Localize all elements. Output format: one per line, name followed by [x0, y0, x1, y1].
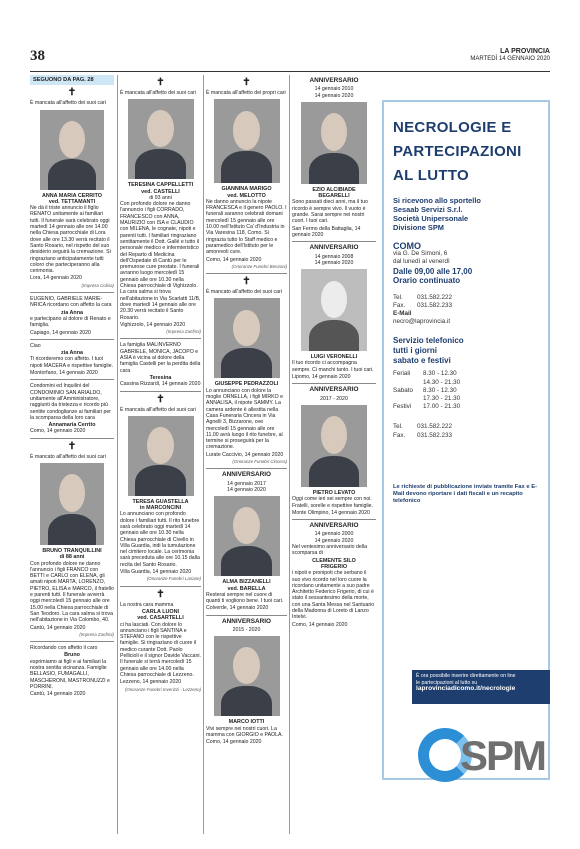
fax-row: Fax. 031.582.233: [393, 301, 453, 309]
notice-text: Oggi come ieri sei sempre con noi. Fratelli, sorelle e rispettive famiglie.: [292, 496, 374, 509]
deceased-name-2: BEGARELLI: [318, 193, 350, 200]
fax-number: 031.582.233: [417, 431, 453, 439]
notice-place: Como, 14 gennaio 2020: [206, 739, 262, 746]
agency: (Impresa Colina): [81, 282, 114, 288]
office-line: Società Unipersonale: [393, 214, 469, 223]
notice-text: Ciao: [30, 342, 41, 349]
deceased-name: PIETRO LEVATO: [312, 489, 356, 496]
anniversary-title: ANNIVERSARIO: [309, 244, 359, 252]
fax-row: Fax. 031.582.233: [393, 431, 453, 439]
fax-number: 031.582.233: [417, 301, 453, 309]
anniversary-title: ANNIVERSARIO: [221, 617, 271, 625]
phone-row: Tel. 031.582.222: [393, 293, 453, 301]
notice-text: Il tuo ricordo ci accompagna sempre. Ci manchi tanto. I tuoi cari.: [292, 360, 374, 373]
deceased-name: Bruno: [64, 652, 80, 659]
cross-icon: ✝: [67, 440, 77, 452]
office-city: COMO: [393, 241, 421, 251]
online-banner: È ora possibile inserire direttamente on line le partecipazioni al lutto su laprovinciadicomo.it/necrologie: [412, 670, 550, 704]
deceased-name-2: ved. MELOTTO: [227, 192, 266, 199]
anniversary-title: ANNIVERSARIO: [309, 386, 359, 394]
deceased-name: LUIGI VERONELLI: [310, 354, 358, 361]
phone-service-title: tutti i giorni: [393, 346, 437, 356]
deceased-name-2: ved. BARELLA: [227, 585, 266, 592]
column-rule: [117, 75, 118, 834]
anniversary-date: 14 gennaio 2020: [314, 92, 354, 99]
notice-text: Resterai sempre nel cuore di quanti ti vogliono bene. I tuoi cari.: [206, 591, 284, 605]
divider: [206, 615, 287, 616]
submission-note: Le richieste di pubblicazione inviate tramite Fax e E-Mail devono riportare i dati fiscali e un recapito telefonico: [393, 483, 537, 504]
notice-lead: È mancata all'affetto dei propri cari: [206, 90, 286, 96]
office-line: Sesaab Servizi S.r.l.: [393, 205, 463, 214]
divider: [30, 292, 114, 293]
deceased-name-2: di 88 anni: [59, 554, 85, 561]
notice-text: Ti ricorderemo con affetto. I tuoi nipoti MACERA e rispettive famiglie.: [30, 356, 114, 369]
notice-place: Monte Olimpino, 14 gennaio 2020: [292, 509, 370, 516]
portrait-photo: [214, 298, 280, 378]
notice-text: ci ha lasciati. Con dolore lo annunciano i figli SANTINA e STEFANO con le rispettive famiglie. Si ringraziano di cuore il medico curante Dott. Paolo Pellicioli e il signor Davide Vaccani. Il funerale si terrà mercoledì 15 gennaio alle ore 14.00 nella Chiesa parrocchiale di Lezzeno.: [120, 621, 201, 678]
deceased-name: CARLA LUONI: [142, 608, 179, 615]
anniversary-date: 2017 - 2020: [320, 395, 348, 402]
phone-service-title: sabato e festivi: [393, 356, 451, 366]
anniversary-date: 14 gennaio 2010: [314, 86, 354, 93]
divider: [206, 273, 287, 274]
notice-place: Como, 14 gennaio 2020: [292, 621, 348, 628]
hours-row: 17.30 - 21.30: [423, 395, 461, 403]
cross-icon: ✝: [67, 87, 77, 99]
agency: (Impresa Zanfrini): [166, 329, 201, 335]
portrait-photo: [301, 102, 367, 184]
header-rule: [30, 71, 550, 72]
divider: [292, 383, 376, 384]
portrait-photo: [214, 636, 280, 716]
deceased-name: CLEMENTE SILO: [312, 557, 356, 564]
column-3: [206, 75, 287, 834]
notice-text: e partecipano al dolore di Renato e famiglia.: [30, 315, 111, 329]
office-line: Divisione SPM: [393, 223, 444, 232]
office-address: via G. De Simoni, 6: [393, 250, 448, 258]
notice-place: Vighizzolo, 14 gennaio 2020: [120, 321, 186, 328]
cross-icon: ✝: [156, 588, 165, 600]
deceased-name: zia Anna: [61, 309, 83, 316]
notice-text: Ricordando con affetto il caro: [30, 645, 98, 652]
deceased-name: ANNA MARIA CERRITO: [42, 192, 102, 199]
notice-text: Ne dà il triste annuncio il figlio RENATO unitamente ai familiari tutti. Il funerale sarà celebrato oggi martedì 14 gennaio alle ore 14.00 nella Chiesa parrocchiale di Lora dove alle ore 13.30 verrà recitato il Santo Rosario, nel rispetto del suo desiderio seguirà la cremazione. Si ringraziano anticipatamente tutti coloro che parteciperanno alla cerimonia.: [30, 205, 111, 275]
page-header: [30, 48, 550, 70]
portrait-photo: [128, 99, 194, 179]
agency: (Impresa Zanfrini): [79, 631, 114, 637]
divider: [292, 519, 376, 520]
cross-icon: ✝: [156, 77, 165, 88]
column-rule: [203, 75, 204, 834]
office-hours: Dalle 09,00 alle 17,00: [393, 266, 473, 276]
anniversary-title: ANNIVERSARIO: [309, 522, 359, 530]
deceased-name: zia Anna: [61, 350, 83, 357]
hours-row: 14.30 - 21.30: [423, 378, 461, 386]
deceased-name: BRUNO TRANQUILLINI: [42, 547, 102, 554]
office-line: Si ricevono allo sportello: [393, 196, 481, 205]
portrait-photo: [40, 463, 104, 545]
notice-text: Con profondo dolore ne danno l'annuncio i figli CORRADO, FRANCESCO con ANNA, MAURIZIO con ISA e CLAUDIO con MILENA, le cognate, nipoti e parenti tutti. I familiari ringraziano sentitamente il Dott. Gallé e tutto il personale medico e infermieristico del Reparto di Medicina dell'Ospedale di Cantù per le premurose cure prestate. I funerali avranno luogo mercoledì 15 gennaio alle ore 10.30 nella Chiesa parrocchiale di Vighizzolo. La cara salma si trova nell'abitazione in Via Scarlatti 11/B, dove martedì 14 gennaio alle ore 20.30 verrà recitato il Santo Rosario.: [120, 201, 201, 321]
anniversary-date: 14 gennaio 2017: [227, 480, 266, 487]
deceased-name: Annamaria Cerrito: [48, 422, 96, 429]
notice-place: Lurate Caccivio, 14 gennaio 2020: [206, 451, 284, 458]
notice-text: Condomini ed Inquilini del CONDOMINIO SAN ARIALDO, unitamente all'Amministratore, raggiunti da tristezza e ricordo più sentite condoglianze ai familiari per la scomparsa della loro cara: [30, 383, 112, 421]
column-rule: [289, 75, 290, 834]
notice-place: Como, 14 gennaio 2020: [30, 428, 86, 435]
divider: [30, 641, 114, 642]
anniversary-title: ANNIVERSARIO: [309, 77, 359, 84]
spm-logo: [418, 724, 550, 786]
anniversary-date: 14 gennaio 2020: [227, 486, 266, 493]
notice-place: Cantù, 14 gennaio 2020: [30, 691, 86, 698]
notice-place: Cassina Rizzardi, 14 gennaio 2020: [120, 381, 201, 388]
notice-place: Lipomo, 14 gennaio 2020: [292, 374, 351, 381]
masthead: [470, 48, 550, 63]
portrait-photo: [40, 110, 104, 190]
portrait-photo: [301, 405, 367, 487]
notice-text: Con profondo dolore ne danno l'annuncio i figli FRANCO con BETTI e CARLO con ELENA, gli amati nipoti MARTA, LORENZO, PIETRO, ELISA e MARCO, il fratello e parenti tutti. Il funerale avverrà oggi mercoledì 15 gennaio alle ore 15.00 nella Chiesa parrocchiale di San Teodoro. La cara salma si trova nell'abitazione in Via Colombo, 40.: [30, 560, 114, 624]
column-4: [292, 75, 376, 834]
deceased-name: MARCO IOTTI: [228, 719, 265, 726]
anniversary-date: 14 gennaio 2020: [314, 537, 354, 544]
deceased-name: Teresina: [149, 374, 172, 381]
deceased-name: GIANNINA MARIGO: [221, 186, 272, 193]
portrait-photo: [128, 416, 194, 496]
agency: (Onoranze Funebri Lariane): [146, 576, 201, 582]
notice-lead: È mancato all'affetto dei suoi cari: [206, 289, 282, 296]
issue-date: MARTEDÌ 14 GENNAIO 2020: [470, 56, 550, 62]
phone-number: 031.582.222: [417, 423, 453, 431]
notice-lead: È mancata all'affetto dei suoi cari: [120, 406, 196, 413]
divider: [30, 339, 114, 340]
deceased-name: ALMA BIZZANELLI: [222, 579, 271, 586]
email-label: E-Mail: [393, 310, 412, 318]
notice-text: Lo annunciano con profondo dolore i familiari tutti. Il rito funebre sarà celebrato oggi martedì 14 gennaio alle ore 10.30 nella Chiesa parrocchiale di Civello in Villa Guardia, indi la tumulazione nel cimitero locale. La cerimonia sarà preceduta alle ore 10.15 dalla recita del Santo Rosario.: [120, 511, 200, 568]
paper-name: LA PROVINCIA: [500, 48, 550, 55]
anniversary-title: ANNIVERSARIO: [221, 471, 271, 479]
anniversary-date: 14 gennaio 2000: [314, 531, 354, 538]
notice-place: Capiago, 14 gennaio 2020: [30, 329, 91, 336]
cross-icon: ✝: [242, 77, 251, 88]
notice-text: La famiglia MALINVERNO GABRIELE, MONICA, JACOPO e ASIA è vicina al dolore della famiglia Castelli per la perdita della cara: [120, 342, 201, 374]
notice-text: i nipoti e pronipoti che serbano il suo vivo ricordo nel loro cuore la ricordano unitamente a suo padre Architetto Federico Frigerio, di cui è stato il sessantesimo della morte, con una Santa Messa nel Santuario della Madonna di Loreto di Lanzo Intelvi.: [292, 570, 375, 621]
phone-service-title: Servizio telefonico: [393, 336, 464, 346]
deceased-name: EZIO ALCIBIADE: [312, 186, 356, 193]
divider: [206, 468, 287, 469]
anniversary-date: 14 gennaio 2020: [314, 259, 354, 266]
deceased-name: TERESINA CAPPELLETTI: [127, 182, 194, 189]
notice-text: EUGENIO, GABRIELE MARIE-NRICA ricordano con affetto la cara: [30, 296, 112, 309]
notice-lead: La nostra cara mamma: [120, 601, 174, 608]
logo-text: SPM: [460, 732, 546, 779]
email-link[interactable]: necro@laprovincia.it: [393, 318, 451, 326]
notice-place: Cantù, 14 gennaio 2020: [30, 624, 86, 631]
agency: (Onoranze Funebri Benzoni): [231, 263, 287, 269]
notice-place: Colverde, 14 gennaio 2020: [206, 605, 269, 612]
divider: [30, 379, 114, 380]
divider: [120, 586, 201, 587]
continued-label: SEGUONO DA PAG. 28: [30, 75, 114, 85]
divider: [292, 241, 376, 242]
portrait-photo: [214, 99, 280, 183]
column-2: [120, 75, 201, 834]
notice-text: Lo annunciano con dolore la moglie ORNELLA, i figli MIRKO e ANNALISA, il nipote SAMMY. La camera ardente è allestita nella Casa Funeraria Cincera in Via Agnelli 3, Bizzarone, ove mercoledì 15 gennaio alle ore 11.00 avrà luogo il rito funebre, al termine si proseguirà per la cremazione.: [206, 387, 283, 451]
divider: [30, 438, 114, 439]
deceased-name: GIUSEPPE PEDRAZZOLI: [214, 381, 279, 388]
hours-row: Sabato 8.30 - 12.30: [393, 386, 457, 394]
hours-row: Festivi 17.00 - 21.30: [393, 403, 461, 411]
notice-lead: È mancata all'affetto dei suoi cari: [30, 100, 106, 107]
deceased-age: di 93 anni: [149, 194, 172, 201]
deceased-name-2: FRIGERIO: [320, 563, 348, 570]
notice-place: Montorfano, 14 gennaio 2020: [30, 370, 98, 377]
column-1: [30, 75, 114, 834]
phone-number: 031.582.222: [417, 293, 453, 301]
deceased-name-2: in MARCONCINI: [139, 505, 182, 512]
deceased-name-2: ved. TETTAMANTI: [48, 198, 96, 205]
office-days: dal lunedì al venerdì: [393, 258, 450, 266]
divider: [120, 338, 201, 339]
portrait-photo: [301, 269, 367, 351]
notice-text: esprimiamo ai figli e ai familiari la nostra sentita vicinanza. Famiglie BELLASIO, FUMAGALLI, MASCHERONI, MASTRONUZZI e PORRINI.: [30, 658, 110, 690]
agency: (Onoranze Funebri Inverizzi - Lezzeno): [124, 686, 201, 692]
portrait-photo: [214, 496, 280, 576]
notice-place: San Fermo della Battaglia, 14 gennaio 2020: [292, 225, 361, 238]
anniversary-date: 2015 - 2020: [232, 626, 261, 633]
divider: [120, 391, 201, 392]
notice-place: Lezzeno, 14 gennaio 2020: [120, 679, 182, 686]
online-url-link[interactable]: laprovinciadicomo.it/necrologie: [416, 685, 516, 692]
hours-row: Feriali 8.30 - 12.30: [393, 370, 457, 378]
cross-icon: ✝: [156, 393, 165, 405]
notice-place: Villa Guardia, 14 gennaio 2020: [120, 569, 192, 576]
box-title: NECROLOGIE E PARTECIPAZIONI AL LUTTO: [393, 119, 522, 184]
notice-place: Como, 14 gennaio 2020: [206, 256, 262, 263]
deceased-name-2: ved. CASTELLI: [141, 188, 180, 195]
notice-text: Ne danno annuncio la nipote FRANCESCA e il genero PAOLO. I funerali saranno celebrati domani mercoledì 15 gennaio alle ore 10.00 nell'Istituto Ca' d'Industria in Via Varesina 118, Como. Si ringrazia tutto lo Staff medico e paramedico dell'Istituto per le amorevoli cure.: [206, 198, 287, 256]
notice-text: Sono passati dieci anni, ma il tuo ricordo è sempre vivo. Il vuoto è grande. Sarai sempre nei nostri cuori. I tuoi cari.: [292, 199, 368, 225]
page-number: 38: [30, 48, 45, 64]
deceased-name-2: ved. CASARTELLI: [137, 615, 184, 622]
notice-text: Vivi sempre nei nostri cuori. La mamma con GIORGIO e PAOLA.: [206, 725, 283, 738]
agency: (Onoranze Funebri Cincera): [232, 459, 287, 465]
notice-place: Lora, 14 gennaio 2020: [30, 275, 82, 282]
deceased-name: TERESA GUASTELLA: [132, 498, 189, 505]
notice-lead: È mancata all'affetto dei suoi cari: [120, 90, 196, 96]
notice-lead: È mancato all'affetto dei suoi cari: [30, 453, 106, 460]
phone-row: Tel. 031.582.222: [393, 423, 453, 431]
office-hours-note: Orario continuato: [393, 276, 461, 286]
anniversary-date: 14 gennaio 2008: [314, 253, 354, 260]
cross-icon: ✝: [242, 276, 251, 288]
notice-text: Nel ventesimo anniversario della scomparsa di: [292, 544, 367, 557]
